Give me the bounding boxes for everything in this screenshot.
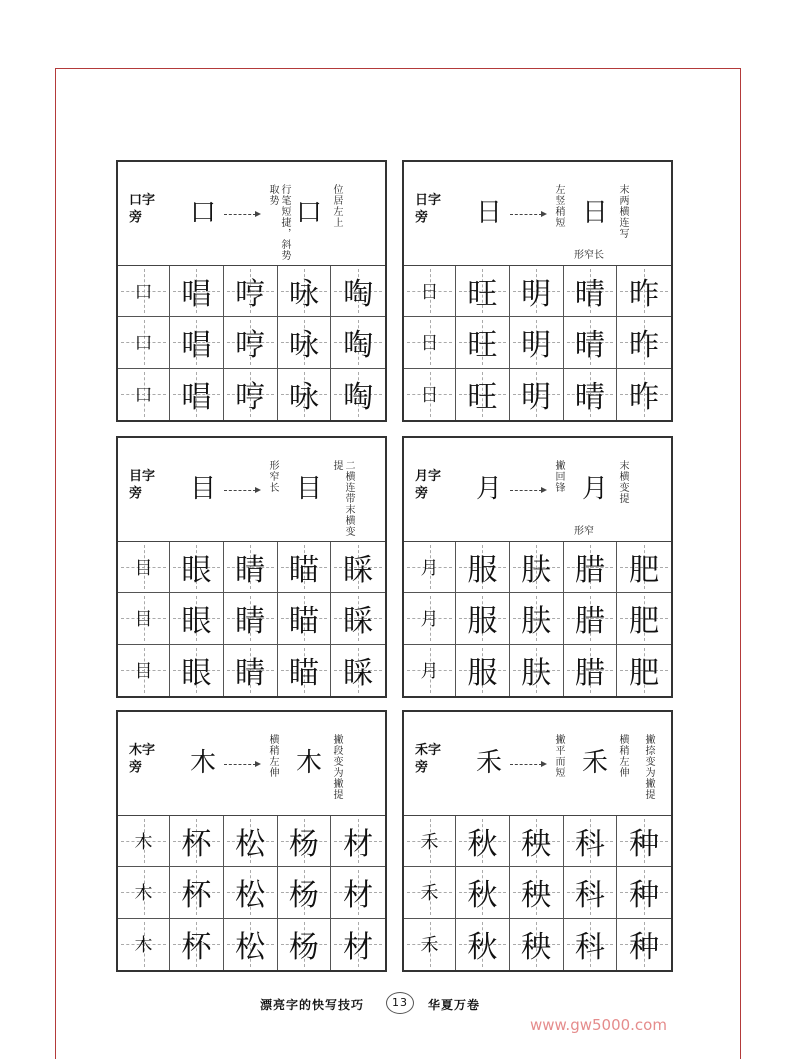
- radical-name: 目字旁: [129, 469, 156, 501]
- character-glyph: 杯: [181, 827, 212, 863]
- character-cell: [617, 645, 671, 696]
- character-glyph: 秧: [521, 827, 552, 863]
- character-glyph: 材: [343, 930, 374, 966]
- stroke-note: 二横连带末横变提: [331, 460, 354, 537]
- character-glyph: 科: [574, 878, 605, 914]
- radical-standard: 口: [190, 198, 217, 228]
- character-glyph: 服: [467, 553, 498, 589]
- character-glyph: 咏: [288, 328, 319, 364]
- character-glyph: 眼: [181, 604, 212, 640]
- character-glyph: 瞄: [288, 553, 319, 589]
- character-glyph: 肥: [629, 656, 660, 692]
- radical-cell: [118, 645, 170, 696]
- character-cell: [170, 593, 224, 644]
- character-cell: [564, 266, 618, 317]
- radical-glyph: 目: [134, 558, 153, 580]
- radical-cell: [404, 369, 456, 420]
- character-glyph: 晴: [574, 380, 605, 416]
- character-cell: [564, 369, 618, 420]
- watermark-text: www.gw5000.com: [530, 1016, 667, 1034]
- character-glyph: 种: [629, 930, 660, 966]
- radical-cell: [118, 867, 170, 918]
- character-glyph: 睛: [235, 604, 266, 640]
- stroke-note: 末两横连写: [617, 184, 628, 239]
- radical-glyph: 目: [134, 609, 153, 631]
- character-glyph: 旺: [467, 328, 498, 364]
- radical-glyph: 木: [134, 832, 153, 854]
- arrow-icon: [510, 214, 542, 216]
- shape-note: 形窄长: [574, 250, 604, 261]
- arrow-icon: [224, 214, 256, 216]
- radical-cell: [404, 317, 456, 368]
- radical-cell: [404, 266, 456, 317]
- character-glyph: 啕: [343, 328, 374, 364]
- radical-cell: [118, 542, 170, 593]
- character-cell: [456, 919, 510, 970]
- stroke-note: 撇回锋: [553, 460, 564, 493]
- character-cell: [456, 369, 510, 420]
- radical-cell: [404, 867, 456, 918]
- character-cell: [617, 266, 671, 317]
- practice-grid: [118, 816, 385, 970]
- character-glyph: 昨: [629, 277, 660, 313]
- character-cell: [617, 317, 671, 368]
- character-glyph: 杯: [181, 930, 212, 966]
- radical-cell: [404, 919, 456, 970]
- character-glyph: 腊: [574, 553, 605, 589]
- character-glyph: 睬: [343, 604, 374, 640]
- character-cell: [564, 816, 618, 867]
- character-glyph: 昨: [629, 380, 660, 416]
- character-glyph: 眼: [181, 553, 212, 589]
- character-glyph: 杯: [181, 878, 212, 914]
- character-cell: [564, 919, 618, 970]
- character-cell: [224, 645, 278, 696]
- character-glyph: 旺: [467, 277, 498, 313]
- radical-panel: [402, 710, 673, 972]
- character-glyph: 眼: [181, 656, 212, 692]
- radical-variant: 目: [296, 474, 323, 504]
- radical-glyph: 禾: [420, 832, 439, 854]
- character-cell: [617, 816, 671, 867]
- character-cell: [170, 542, 224, 593]
- arrow-icon: [510, 764, 542, 766]
- character-glyph: 服: [467, 656, 498, 692]
- character-cell: [331, 542, 385, 593]
- character-cell: [170, 867, 224, 918]
- radical-standard: 木: [190, 748, 217, 778]
- arrow-icon: [510, 490, 542, 492]
- stroke-note: 位居左上: [331, 184, 342, 228]
- radical-cell: [404, 593, 456, 644]
- character-glyph: 服: [467, 604, 498, 640]
- publisher: 华夏万卷: [428, 998, 481, 1012]
- character-cell: [278, 645, 332, 696]
- character-glyph: 睬: [343, 553, 374, 589]
- panel-header: [404, 712, 671, 816]
- character-cell: [510, 867, 564, 918]
- character-glyph: 秋: [467, 930, 498, 966]
- stroke-note: 末横变提: [617, 460, 628, 504]
- character-cell: [331, 816, 385, 867]
- character-cell: [224, 317, 278, 368]
- radical-cell: [118, 816, 170, 867]
- radical-name: 月字旁: [415, 469, 442, 501]
- panel-header: [118, 162, 385, 266]
- character-cell: [170, 266, 224, 317]
- character-glyph: 肥: [629, 553, 660, 589]
- character-glyph: 秧: [521, 878, 552, 914]
- radical-glyph: 禾: [420, 883, 439, 905]
- stroke-note: 撇捺变为撇提: [643, 734, 654, 800]
- stroke-note: 行笔短捷，斜势取势: [267, 184, 290, 261]
- character-cell: [224, 816, 278, 867]
- character-cell: [331, 266, 385, 317]
- shape-note: 形窄: [574, 526, 594, 537]
- radical-name: 日字旁: [415, 193, 442, 225]
- character-glyph: 秋: [467, 827, 498, 863]
- character-glyph: 杨: [288, 878, 319, 914]
- stroke-note: 形窄长: [267, 460, 278, 493]
- character-cell: [510, 266, 564, 317]
- character-cell: [617, 867, 671, 918]
- character-cell: [510, 593, 564, 644]
- panel-header: [404, 162, 671, 266]
- character-cell: [170, 317, 224, 368]
- radical-standard: 禾: [476, 748, 503, 778]
- character-glyph: 哼: [235, 380, 266, 416]
- radical-glyph: 口: [134, 385, 153, 407]
- character-cell: [564, 317, 618, 368]
- character-cell: [278, 867, 332, 918]
- radical-glyph: 口: [134, 282, 153, 304]
- radical-glyph: 口: [134, 333, 153, 355]
- practice-grid: [118, 266, 385, 420]
- character-cell: [331, 317, 385, 368]
- character-cell: [510, 919, 564, 970]
- character-glyph: 秧: [521, 930, 552, 966]
- radical-panel: [116, 710, 387, 972]
- character-cell: [278, 816, 332, 867]
- radical-variant: 禾: [582, 748, 609, 778]
- radical-glyph: 木: [134, 935, 153, 957]
- radical-glyph: 日: [420, 385, 439, 407]
- radical-name: 木字旁: [129, 743, 156, 775]
- radical-standard: 日: [476, 198, 503, 228]
- character-glyph: 秋: [467, 878, 498, 914]
- character-cell: [224, 593, 278, 644]
- character-glyph: 睛: [235, 553, 266, 589]
- character-glyph: 松: [235, 878, 266, 914]
- character-glyph: 哼: [235, 277, 266, 313]
- character-glyph: 啕: [343, 277, 374, 313]
- arrow-icon: [224, 764, 256, 766]
- character-cell: [170, 816, 224, 867]
- character-cell: [456, 266, 510, 317]
- character-cell: [224, 919, 278, 970]
- character-glyph: 杨: [288, 930, 319, 966]
- character-glyph: 晴: [574, 328, 605, 364]
- character-cell: [170, 369, 224, 420]
- character-cell: [564, 542, 618, 593]
- radical-variant: 口: [296, 198, 323, 228]
- character-glyph: 明: [521, 380, 552, 416]
- character-cell: [510, 369, 564, 420]
- character-glyph: 睛: [235, 656, 266, 692]
- character-glyph: 松: [235, 930, 266, 966]
- radical-standard: 月: [476, 474, 503, 504]
- character-glyph: 瞄: [288, 656, 319, 692]
- stroke-note: 撇平而短: [553, 734, 564, 778]
- character-cell: [331, 369, 385, 420]
- radical-glyph: 月: [420, 661, 439, 683]
- radical-glyph: 日: [420, 333, 439, 355]
- arrow-icon: [224, 490, 256, 492]
- radical-name: 口字旁: [129, 193, 156, 225]
- stroke-note: 横稍左伸: [267, 734, 278, 778]
- character-glyph: 瞄: [288, 604, 319, 640]
- character-glyph: 杨: [288, 827, 319, 863]
- character-cell: [278, 369, 332, 420]
- character-cell: [564, 593, 618, 644]
- character-cell: [456, 816, 510, 867]
- radical-standard: 目: [190, 474, 217, 504]
- character-glyph: 种: [629, 827, 660, 863]
- radical-glyph: 木: [134, 883, 153, 905]
- character-cell: [510, 645, 564, 696]
- character-cell: [510, 542, 564, 593]
- character-glyph: 肥: [629, 604, 660, 640]
- character-cell: [510, 317, 564, 368]
- stroke-note: 撇段变为撇提: [331, 734, 342, 800]
- character-cell: [617, 542, 671, 593]
- character-glyph: 种: [629, 878, 660, 914]
- character-glyph: 松: [235, 827, 266, 863]
- radical-glyph: 月: [420, 558, 439, 580]
- stroke-note: 横稍左伸: [617, 734, 628, 778]
- character-cell: [617, 369, 671, 420]
- character-cell: [456, 593, 510, 644]
- character-cell: [331, 919, 385, 970]
- character-glyph: 肤: [521, 656, 552, 692]
- character-cell: [278, 317, 332, 368]
- radical-panel: [402, 436, 673, 698]
- practice-grid: [404, 542, 671, 696]
- character-glyph: 哼: [235, 328, 266, 364]
- character-cell: [331, 867, 385, 918]
- radical-cell: [118, 317, 170, 368]
- character-cell: [331, 645, 385, 696]
- character-cell: [170, 919, 224, 970]
- character-cell: [278, 542, 332, 593]
- character-cell: [224, 266, 278, 317]
- character-cell: [456, 542, 510, 593]
- character-glyph: 晴: [574, 277, 605, 313]
- radical-panel: [116, 436, 387, 698]
- character-glyph: 腊: [574, 604, 605, 640]
- radical-glyph: 日: [420, 282, 439, 304]
- panel-header: [404, 438, 671, 542]
- character-glyph: 科: [574, 827, 605, 863]
- radical-cell: [404, 542, 456, 593]
- character-glyph: 咏: [288, 380, 319, 416]
- radical-cell: [118, 369, 170, 420]
- character-glyph: 材: [343, 827, 374, 863]
- character-cell: [224, 542, 278, 593]
- radical-cell: [404, 816, 456, 867]
- character-cell: [617, 919, 671, 970]
- character-glyph: 肤: [521, 604, 552, 640]
- character-cell: [278, 593, 332, 644]
- character-cell: [278, 266, 332, 317]
- character-glyph: 睬: [343, 656, 374, 692]
- radical-panel: [402, 160, 673, 422]
- radical-glyph: 目: [134, 661, 153, 683]
- character-cell: [224, 369, 278, 420]
- character-glyph: 肤: [521, 553, 552, 589]
- character-cell: [170, 645, 224, 696]
- character-glyph: 唱: [181, 380, 212, 416]
- radical-variant: 月: [582, 474, 609, 504]
- practice-grid: [404, 816, 671, 970]
- radical-variant: 木: [296, 748, 323, 778]
- radical-glyph: 禾: [420, 935, 439, 957]
- practice-grid: [118, 542, 385, 696]
- character-glyph: 咏: [288, 277, 319, 313]
- panel-header: [118, 712, 385, 816]
- character-cell: [564, 867, 618, 918]
- character-glyph: 旺: [467, 380, 498, 416]
- character-glyph: 科: [574, 930, 605, 966]
- radical-panel: [116, 160, 387, 422]
- character-cell: [331, 593, 385, 644]
- radical-cell: [404, 645, 456, 696]
- character-cell: [456, 867, 510, 918]
- character-cell: [278, 919, 332, 970]
- character-glyph: 唱: [181, 277, 212, 313]
- character-glyph: 腊: [574, 656, 605, 692]
- character-glyph: 啕: [343, 380, 374, 416]
- radical-cell: [118, 266, 170, 317]
- character-glyph: 昨: [629, 328, 660, 364]
- practice-grid: [404, 266, 671, 420]
- radical-variant: 日: [582, 198, 609, 228]
- radical-cell: [118, 919, 170, 970]
- book-title: 漂亮字的快写技巧: [260, 998, 365, 1012]
- character-cell: [456, 317, 510, 368]
- character-glyph: 材: [343, 878, 374, 914]
- page-number: 13: [386, 992, 414, 1014]
- character-cell: [224, 867, 278, 918]
- panel-header: [118, 438, 385, 542]
- character-glyph: 明: [521, 328, 552, 364]
- character-glyph: 唱: [181, 328, 212, 364]
- character-cell: [510, 816, 564, 867]
- character-cell: [564, 645, 618, 696]
- character-cell: [456, 645, 510, 696]
- radical-glyph: 月: [420, 609, 439, 631]
- character-cell: [617, 593, 671, 644]
- radical-cell: [118, 593, 170, 644]
- radical-name: 禾字旁: [415, 743, 442, 775]
- character-glyph: 明: [521, 277, 552, 313]
- stroke-note: 左竖稍短: [553, 184, 564, 228]
